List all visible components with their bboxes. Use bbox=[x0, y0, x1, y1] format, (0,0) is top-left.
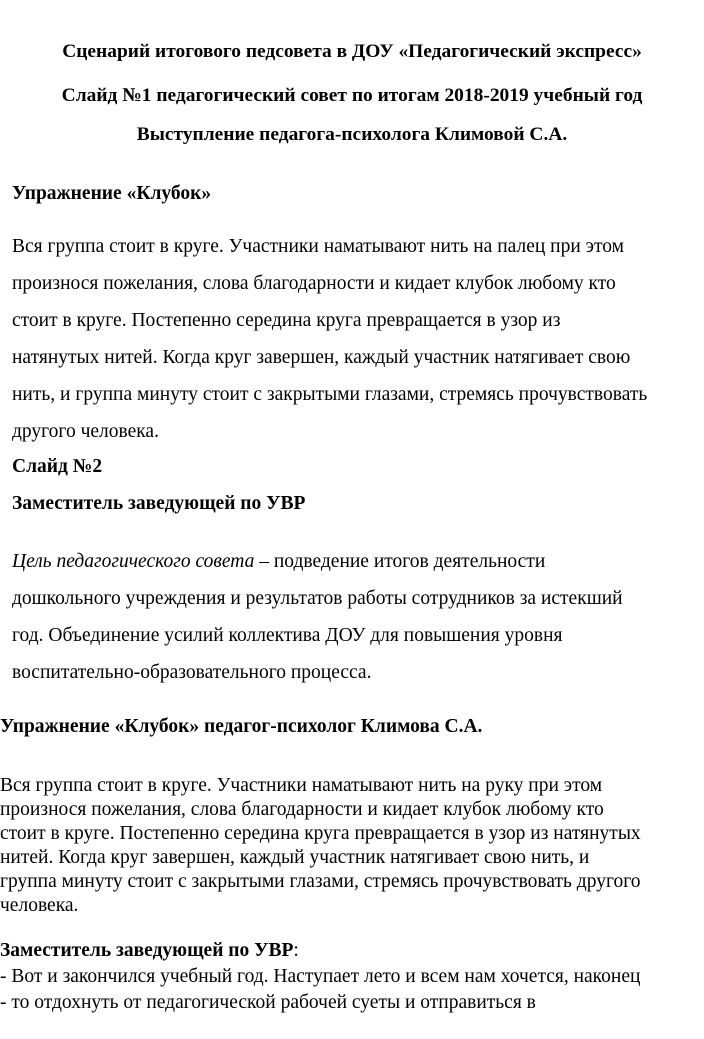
slide-2-speaker: Заместитель заведующей по УВР bbox=[12, 493, 306, 514]
exercise-2-line: произнося пожелания, слова благодарности и кидает клубок любому кто bbox=[0, 799, 604, 820]
exercise-2-line: человека. bbox=[0, 895, 79, 916]
deputy-label: Заместитель заведующей по УВР bbox=[0, 940, 294, 961]
goal-line: воспитательно-образовательного процесса. bbox=[12, 662, 372, 683]
deputy-label-line bbox=[0, 940, 299, 962]
exercise-2-line: Вся группа стоит в круге. Участники наматывают нить на руку при этом bbox=[0, 775, 603, 796]
deputy-line: - Вот и закончился учебный год. Наступает лето и всем нам хочется, наконец bbox=[0, 966, 641, 987]
exercise-1-heading: Упражнение «Клубок» bbox=[12, 183, 212, 204]
goal-line: год. Объединение усилий коллектива ДОУ для повышения уровня bbox=[12, 625, 563, 646]
document-title-line-1: Сценарий итогового педсовета в ДОУ «Педагогический экспресс» bbox=[62, 41, 642, 62]
exercise-2-line: группа минуту стоит с закрытыми глазами, стремясь прочувствовать другого bbox=[0, 871, 641, 892]
exercise-1-line: произнося пожелания, слова благодарности и кидает клубок любому кто bbox=[12, 273, 616, 294]
exercise-2-heading: Упражнение «Клубок» педагог-психолог Климова С.А. bbox=[0, 716, 483, 737]
exercise-1-line: Вся группа стоит в круге. Участники наматывают нить на палец при этом bbox=[12, 236, 625, 257]
goal-line: дошкольного учреждения и результатов работы сотрудников за истекший bbox=[12, 588, 623, 609]
document-title-line-3: Выступление педагога-психолога Климовой С.А. bbox=[136, 124, 568, 145]
exercise-2-line: нитей. Когда круг завершен, каждый участник натягивает свою нить, и bbox=[0, 847, 590, 868]
deputy-colon: : bbox=[293, 940, 299, 961]
exercise-2-line: стоит в круге. Постепенно середина круга превращается в узор из натянутых bbox=[0, 823, 641, 844]
goal-line bbox=[12, 551, 545, 573]
goal-line-rest: – подведение итогов деятельности bbox=[254, 551, 546, 572]
exercise-1-line: стоит в круге. Постепенно середина круга превращается в узор из bbox=[12, 310, 561, 331]
exercise-1-line: нить, и группа минуту стоит с закрытыми глазами, стремясь прочувствовать bbox=[12, 384, 648, 405]
exercise-1-line: натянутых нитей. Когда круг завершен, каждый участник натягивает свою bbox=[12, 347, 631, 368]
document-title-line-2: Слайд №1 педагогический совет по итогам 2018-2019 учебный год bbox=[61, 85, 643, 106]
exercise-1-line: другого человека. bbox=[12, 421, 159, 442]
goal-italic-lead: Цель педагогического совета bbox=[12, 551, 255, 572]
deputy-line: - то отдохнуть от педагогической рабочей суеты и отправиться в bbox=[0, 992, 536, 1013]
slide-2-heading: Слайд №2 bbox=[12, 456, 103, 477]
